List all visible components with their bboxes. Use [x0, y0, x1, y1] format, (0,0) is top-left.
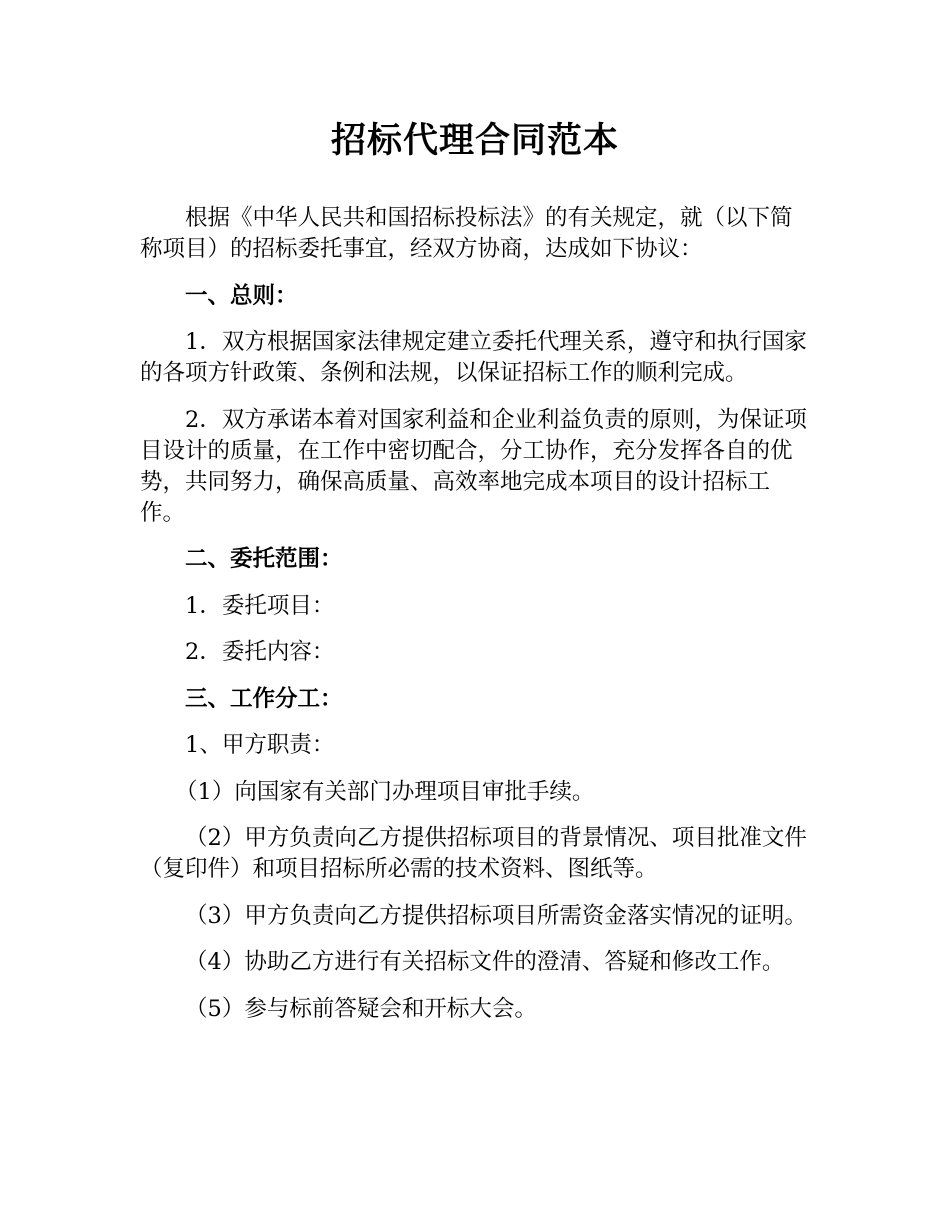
party-a-duty-1: （1）向国家有关部门办理项目审批手续。 — [175, 778, 595, 805]
intro-paragraph: 根据《中华人民共和国招标投标法》的有关规定，就（以下简称项目）的招标委托事宜，经双方协商，达成如下协议： — [140, 205, 793, 262]
general-clause-2: 2．双方承诺本着对国家利益和企业利益负责的原则，为保证项目设计的质量，在工作中密切配合，分工协作，充分发挥各自的优势，共同努力，确保高质量、高效率地完成本项目的设计招标工作。 — [140, 406, 807, 526]
scope-item-content: 2．委托内容： — [185, 639, 335, 665]
party-a-duty-2: （2）甲方负责向乙方提供招标项目的背景情况、项目批准文件（复印件）和项目招标所必需的技术资料、图纸等。 — [140, 825, 807, 882]
section-heading-division: 三、工作分工： — [185, 685, 343, 712]
section-heading-general: 一、总则： — [185, 282, 298, 309]
party-a-duty-3: （3）甲方负责向乙方提供招标项目所需资金落实情况的证明。 — [185, 902, 807, 929]
general-clause-1: 1．双方根据国家法律规定建立委托代理关系，遵守和执行国家的各项方针政策、条例和法规，以保证招标工作的顺利完成。 — [140, 329, 807, 386]
scope-item-project: 1．委托项目： — [185, 592, 335, 619]
section-heading-scope: 二、委托范围： — [185, 546, 343, 572]
party-a-duties-heading: 1、甲方职责： — [185, 732, 335, 758]
document-body — [140, 203, 812, 1040]
party-a-duty-5: （5）参与标前答疑会和开标大会。 — [185, 995, 537, 1022]
party-a-duty-4: （4）协助乙方进行有关招标文件的澄清、答疑和修改工作。 — [185, 949, 785, 975]
document-title: 招标代理合同范本 — [330, 121, 619, 161]
